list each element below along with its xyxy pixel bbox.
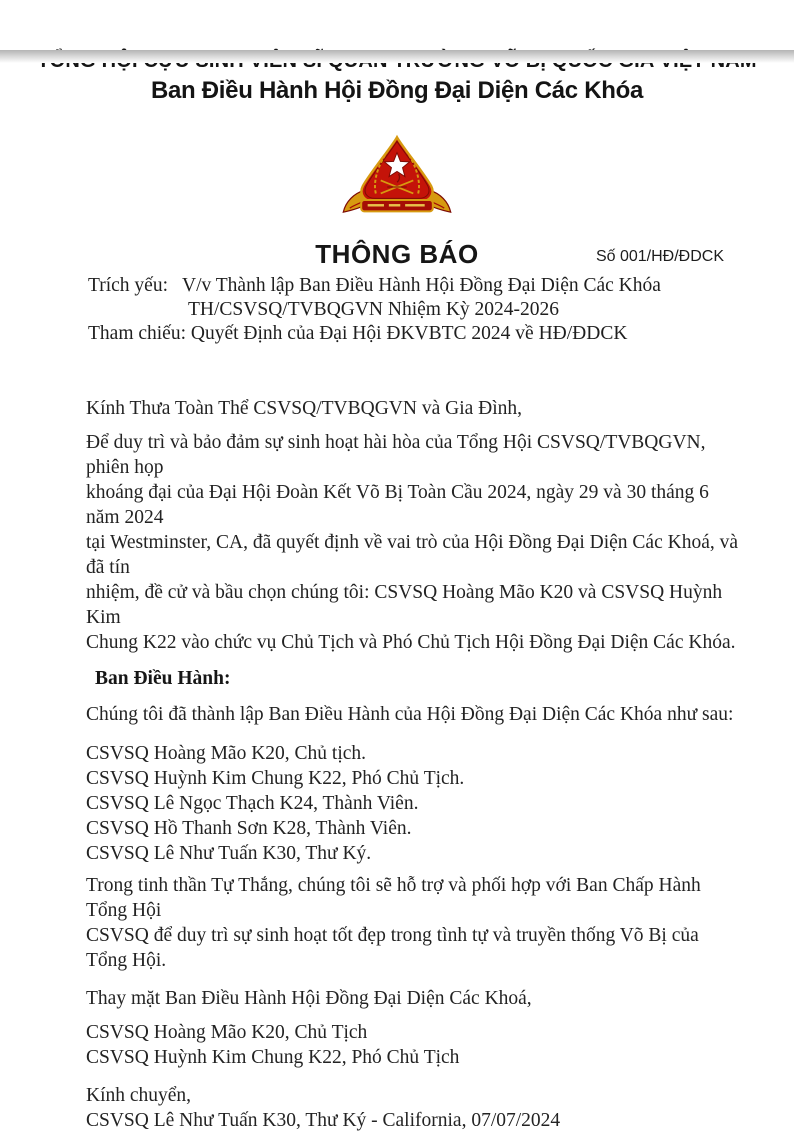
intro-paragraph: [86, 430, 738, 655]
intro-line: tại Westminster, CA, đã quyết định về vai trò của Hội Đồng Đại Diện Các Khoá, và đã tín: [86, 532, 739, 578]
salutation: Kính Thưa Toàn Thể CSVSQ/TVBQGVN và Gia Đình,: [86, 398, 523, 419]
emblem-container: [0, 133, 794, 223]
signatory: CSVSQ Huỳnh Kim Chung K22, Phó Chủ Tịch: [86, 1047, 460, 1068]
reference-line: Tham chiếu: Quyết Định của Đại Hội ĐKVBTC 2024 về HĐ/ĐDCK: [88, 323, 628, 344]
announcement-document: [0, 50, 794, 1131]
vobi-insignia-emblem: [340, 133, 454, 223]
letter-body: [86, 396, 738, 1133]
board-name: Ban Điều Hành Hội Đồng Đại Diện Các Khóa: [150, 77, 644, 104]
member-item: CSVSQ Hồ Thanh Sơn K28, Thành Viên.: [86, 818, 412, 839]
closing-paragraph: [86, 873, 738, 973]
forward-label: Kính chuyển,: [86, 1085, 192, 1106]
document-number: Số 001/HĐ/ĐDCK: [595, 248, 724, 265]
intro-line: Để duy trì và bảo đảm sự sinh hoạt hài hòa của Tổng Hội CSVSQ/TVBQGVN, phiên họp: [86, 432, 706, 478]
intro-line: nhiệm, đề cử và bầu chọn chúng tôi: CSVSQ Hoàng Mão K20 và CSVSQ Huỳnh Kim: [86, 582, 723, 628]
signatories: [86, 1020, 738, 1070]
closing-line: CSVSQ để duy trì sự sinh hoạt tốt đẹp trong tình tự và truyền thống Võ Bị của Tổng Hội.: [86, 925, 699, 971]
subject-line-1: [88, 274, 734, 298]
member-item: CSVSQ Lê Ngọc Thạch K24, Thành Viên.: [86, 793, 419, 814]
subject-label: Trích yếu:: [88, 275, 168, 296]
subject-text: V/v Thành lập Ban Điều Hành Hội Đồng Đại Diện Các Khóa: [182, 275, 661, 296]
signatory: CSVSQ Hoàng Mão K20, Chủ Tịch: [86, 1022, 368, 1043]
closing-line: Trong tinh thần Tự Thắng, chúng tôi sẽ hỗ trợ và phối hợp với Ban Chấp Hành Tổng Hội: [86, 875, 701, 921]
subject-line-2: TH/CSVSQ/TVBQGVN Nhiệm Kỳ 2024-2026: [188, 299, 560, 320]
subject-block: [88, 274, 734, 346]
member-item: CSVSQ Huỳnh Kim Chung K22, Phó Chủ Tịch.: [86, 768, 465, 789]
intro-line: Chung K22 vào chức vụ Chủ Tịch và Phó Chủ Tịch Hội Đồng Đại Diện Các Khóa.: [86, 632, 736, 653]
section-heading-ban-dieu-hanh: Ban Điều Hành:: [95, 668, 231, 689]
forward-block: [86, 1083, 738, 1133]
title-row: [0, 239, 794, 271]
on-behalf-line: Thay mặt Ban Điều Hành Hội Đồng Đại Diện Các Khoá,: [86, 988, 532, 1009]
page-top-shadow: [0, 50, 794, 63]
board-intro: Chúng tôi đã thành lập Ban Điều Hành của Hội Đồng Đại Diện Các Khóa như sau:: [86, 704, 734, 725]
member-item: CSVSQ Hoàng Mão K20, Chủ tịch.: [86, 743, 367, 764]
document-title: THÔNG BÁO: [315, 239, 479, 269]
members-list: [86, 741, 738, 866]
intro-line: khoáng đại của Đại Hội Đoàn Kết Võ Bị Toàn Cầu 2024, ngày 29 và 30 tháng 6 năm 2024: [86, 482, 709, 528]
forward-line: CSVSQ Lê Như Tuấn K30, Thư Ký - California, 07/07/2024: [86, 1110, 561, 1131]
member-item: CSVSQ Lê Như Tuấn K30, Thư Ký.: [86, 843, 372, 864]
